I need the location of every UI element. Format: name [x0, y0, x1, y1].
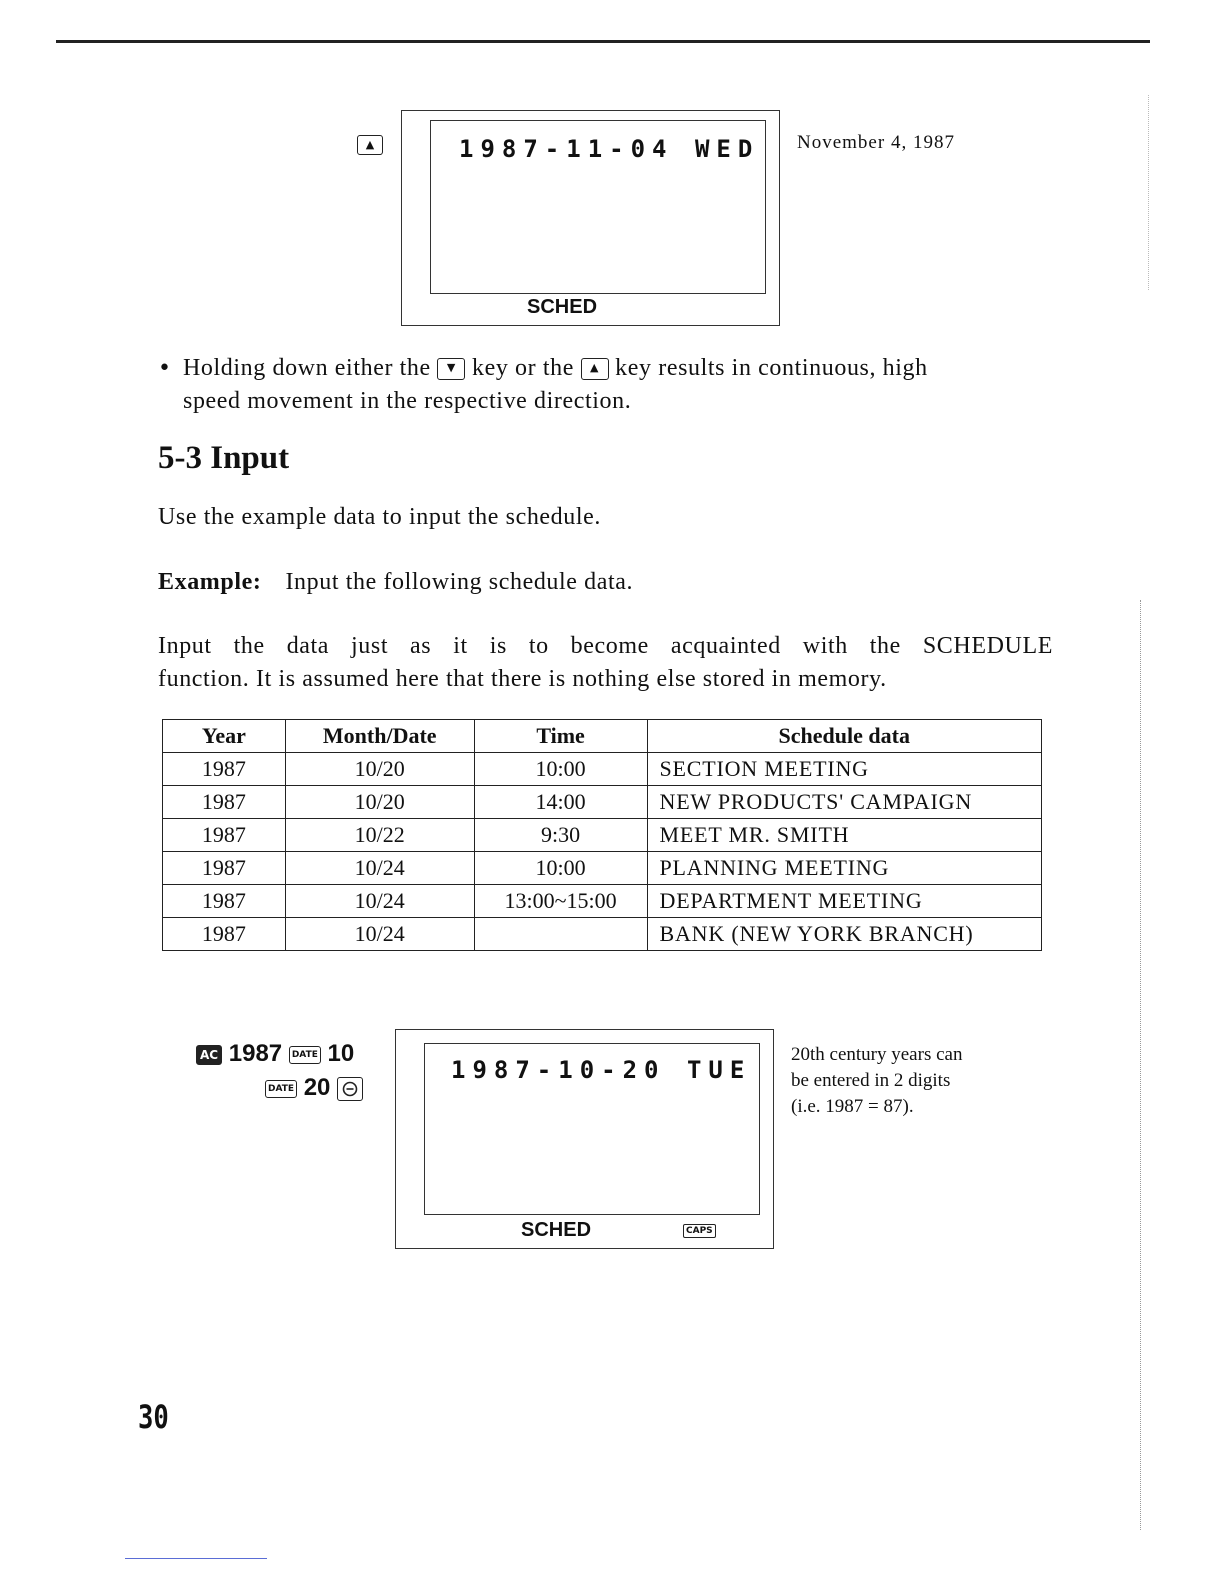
table-row	[163, 885, 1042, 918]
example-text: Input the following schedule data.	[285, 569, 634, 595]
cell-year: 1987	[163, 819, 286, 852]
cell-month-date: 10/24	[285, 885, 474, 918]
cell-time: 10:00	[474, 753, 647, 786]
lcd-date-readout: 1987-11-04 WED	[459, 135, 760, 163]
cell-year: 1987	[163, 885, 286, 918]
paragraph-line-2: function. It is assumed here that there is nothing else stored in memory.	[158, 666, 887, 692]
table-row	[163, 852, 1042, 885]
key-input-day: 20	[303, 1074, 331, 1101]
cell-year: 1987	[163, 753, 286, 786]
key-input-year: 1987	[228, 1040, 283, 1067]
schedule-table	[162, 719, 1042, 951]
table-header-row	[163, 720, 1042, 753]
bottom-rule	[125, 1558, 267, 1559]
header-time: Time	[474, 720, 647, 753]
margin-rule-lower	[1140, 600, 1142, 1530]
caps-indicator: CAPS	[683, 1224, 716, 1238]
example-label: Example:	[158, 569, 262, 595]
mode-indicator: SCHED	[521, 1219, 592, 1241]
cell-time: 13:00~15:00	[474, 885, 647, 918]
screen2-note	[791, 1042, 962, 1120]
lcd-screen-1	[401, 110, 780, 326]
cell-time: 10:00	[474, 852, 647, 885]
section-heading: 5-3 Input	[158, 440, 290, 476]
cell-schedule: NEW PRODUCTS' CAMPAIGN	[647, 786, 1042, 819]
cell-month-date: 10/20	[285, 753, 474, 786]
table-row	[163, 753, 1042, 786]
down-arrow-icon: ▼	[437, 358, 465, 380]
ac-key-icon: AC	[196, 1045, 222, 1065]
cell-schedule: MEET MR. SMITH	[647, 819, 1042, 852]
cell-month-date: 10/24	[285, 918, 474, 951]
bullet-dot: •	[158, 356, 171, 381]
cell-time	[474, 918, 647, 951]
paragraph-line-1: Input the data just as it is to become acquainted with the SCHEDULE	[158, 633, 1053, 659]
screen1-note: November 4, 1987	[797, 132, 955, 153]
cell-time: 14:00	[474, 786, 647, 819]
up-arrow-icon: ▲	[357, 135, 383, 155]
bullet-text-part2: key or the	[471, 355, 574, 381]
header-year: Year	[163, 720, 286, 753]
cell-schedule: SECTION MEETING	[647, 753, 1042, 786]
cell-year: 1987	[163, 852, 286, 885]
lcd-display-area	[430, 120, 766, 294]
cell-year: 1987	[163, 918, 286, 951]
date-key-icon: DATE	[289, 1046, 321, 1064]
note-line-3: (i.e. 1987 = 87).	[791, 1096, 914, 1117]
lcd-screen-2	[395, 1029, 774, 1249]
bullet-text-line2: speed movement in the respective direction.	[183, 388, 632, 414]
cell-month-date: 10/20	[285, 786, 474, 819]
clock-key-icon	[337, 1077, 363, 1101]
bullet-paragraph	[183, 352, 928, 418]
section-intro: Use the example data to input the schedule.	[158, 504, 601, 530]
page-number: 30	[138, 1398, 169, 1436]
margin-rule-upper	[1148, 95, 1150, 290]
lcd-display-area	[424, 1043, 760, 1215]
cell-month-date: 10/24	[285, 852, 474, 885]
date-key-icon: DATE	[265, 1080, 297, 1098]
table-row	[163, 918, 1042, 951]
lcd-date-readout: 1987-10-20 TUE	[451, 1056, 752, 1084]
mode-indicator: SCHED	[527, 296, 598, 318]
cell-schedule: BANK (NEW YORK BRANCH)	[647, 918, 1042, 951]
table-row	[163, 819, 1042, 852]
cell-schedule: DEPARTMENT MEETING	[647, 885, 1042, 918]
up-arrow-icon: ▲	[581, 358, 609, 380]
note-line-1: 20th century years can	[791, 1044, 963, 1065]
cell-time: 9:30	[474, 819, 647, 852]
table-row	[163, 786, 1042, 819]
top-rule	[56, 40, 1150, 43]
example-line	[158, 566, 633, 599]
cell-year: 1987	[163, 786, 286, 819]
key-sequence-line-1	[196, 1040, 354, 1068]
cell-schedule: PLANNING MEETING	[647, 852, 1042, 885]
instruction-paragraph	[158, 630, 1053, 696]
header-schedule-data: Schedule data	[647, 720, 1042, 753]
key-sequence-line-2	[265, 1074, 363, 1102]
key-input-month: 10	[327, 1040, 355, 1067]
bullet-text-part1: Holding down either the	[183, 355, 431, 381]
cell-month-date: 10/22	[285, 819, 474, 852]
header-month-date: Month/Date	[285, 720, 474, 753]
note-line-2: be entered in 2 digits	[791, 1070, 951, 1091]
bullet-text-part3: key results in continuous, high	[615, 355, 928, 381]
